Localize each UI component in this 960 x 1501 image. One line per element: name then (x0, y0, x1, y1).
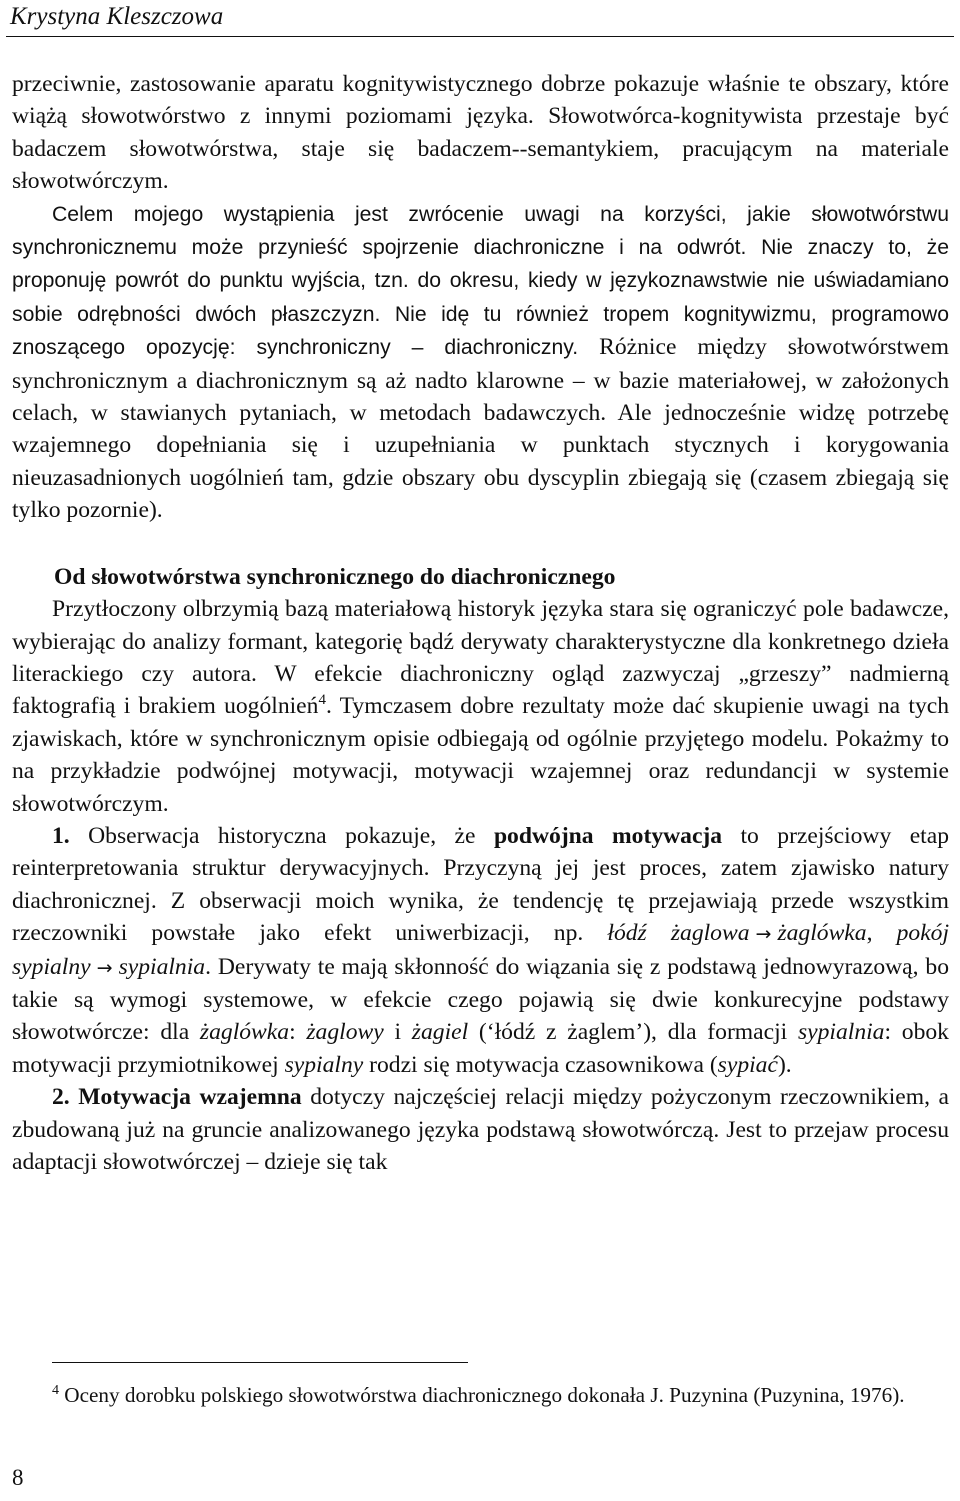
section-heading: Od słowotwórstwa synchronicznego do diachronicznego (54, 563, 616, 590)
example-term: sypiać (717, 1051, 778, 1078)
right-arrow-icon: → (755, 923, 772, 946)
section-gap (12, 527, 949, 561)
paragraph-1: przeciwnie, zastosowanie aparatu kognitywistycznego dobrze pokazuje właśnie te obszary, które wiążą słowotwórstwo z innymi poziomami języka. Słowotwórca-kognitywista przestaje być badaczem słowotwórstwa, staje się badaczem--semantykiem, pracującym na materiale słowotwórczym. (12, 71, 949, 195)
right-arrow-icon: → (96, 956, 113, 979)
example-term: sypialnia (118, 953, 206, 980)
example-term: sypialnia (797, 1019, 885, 1046)
footnote-number: 4 (52, 1382, 59, 1398)
item-1-number: 1. (52, 822, 70, 849)
example-term: żaglowy (306, 1019, 384, 1046)
footnote-ref[interactable]: 4 (318, 692, 326, 709)
term-double-motivation: podwójna motywacja (493, 822, 723, 849)
paragraph-3-a: Przytłoczony olbrzymią bazą materiałową historyk języka stara się ograniczyć pole badawcze, wybierając do analizy formant, kategorię bądź derywaty charakterystyczne dla konkretnego dzieła literackiego czy autora. W efekcie diachroniczny ogląd zazwyczaj „grzeszy” nadmierną faktografią i brakiem uogólnień (12, 596, 949, 720)
item-1-text: , (866, 920, 897, 947)
item-1-text: rodzi się motywacja czasownikowa ( (363, 1051, 718, 1078)
footnote-text: Oceny dorobku polskiego słowotwórstwa diachronicznego dokonała J. Puzynina (Puzynina, 1976). (59, 1383, 905, 1407)
example-term: łódź żaglowa (607, 920, 750, 947)
item-1-text: to przejściowy etap reinterpretowania struktur derywacyjnych. Przyczyną jej jest proces, zatem zjawisko natury diachronicznej. Z obserwacji moich wynika, że tendencję tę przejawiają przede wszystkim rzeczowniki powstałe jako efekt uniwerbizacji, np. (12, 822, 949, 947)
example-term: sypialny (284, 1051, 364, 1078)
item-1-text: : obok motywacji przymiotnikowej (12, 1019, 949, 1078)
running-head: Krystyna Kleszczowa (10, 3, 224, 30)
example-term: żagiel (411, 1019, 469, 1046)
paragraph-2-serif: Różnice między słowotwórstwem synchronicznym a diachronicznym są aż nadto klarowne – w bazie materiałowej, w założonych celach, w stawianych pytaniach, w metodach badawczych. Ale jednocześnie widzę potrzebę wzajemnego dopełniania się i uzupełniania w punktach stycznych i korygowania nieuzasadnionych uogólnień tam, gdzie obszary obu dyscyplin zbiegają się (czasem zbiegają się tylko pozornie). (12, 334, 949, 524)
header-rule (6, 36, 954, 37)
paragraph-2-sans: Celem mojego wystąpienia jest zwrócenie uwagi na korzyści, jakie słowotwórstwu synchronicznemu może przynieść spojrzenie diachroniczne i na odwrót. Nie znaczy to, że proponuję powrót do punktu wyjścia, tzn. do okresu, kiedy w językoznawstwie nie uświadamiano sobie odrębności dwóch płaszczyzn. Nie idę tu również tropem kognitywizmu, programowo znoszącego opozycję: synchroniczny – diachroniczny. (12, 202, 949, 360)
body-text (12, 68, 949, 1178)
list-item-1 (12, 820, 949, 1081)
example-term: żaglówka (199, 1019, 290, 1046)
item-1-text: . Derywaty te mają skłonność do wiązania się z podstawą jednowyrazową, bo takie są wymogi systemowe, w efekcie czego pojawią się dwie konkurecyjne podstawy słowotwórcze: dla (12, 953, 949, 1046)
item-2-number: 2. (52, 1084, 70, 1111)
item-1-text: ). (777, 1051, 792, 1078)
page-header (0, 0, 960, 38)
footnote-rule (52, 1362, 468, 1363)
item-1-text: i (383, 1019, 412, 1046)
footnote (12, 1380, 949, 1410)
list-item-2 (12, 1081, 949, 1178)
paragraph-3 (12, 593, 949, 820)
paragraph-2 (12, 198, 949, 527)
item-1-text: : (289, 1019, 307, 1046)
paragraph-3-b: . Tymczasem dobre rezultaty może dać skupienie uwagi na tych zjawiskach, które w synchronicznym opisie odbiegają od ogólnie przyjętego modelu. Pokażmy to na przykładzie podwójnej motywacji, motywacji wzajemnej oraz redundancji w systemie słowotwórczym. (12, 693, 950, 817)
item-1-text: Obserwacja historyczna pokazuje, że (69, 822, 494, 849)
example-term: żaglówka (777, 920, 867, 947)
item-1-text: (‘łódź z żaglem’), dla formacji (468, 1019, 798, 1046)
page-number: 8 (12, 1465, 24, 1490)
term-mutual-motivation: Motywacja wzajemna (78, 1084, 302, 1111)
item-2-text (70, 1084, 79, 1110)
example-term: pokój sypialny (12, 920, 950, 980)
item-2-text: dotyczy najczęściej relacji między pożyczonym rzeczownikiem, a zbudowaną już na gruncie analizowanego języka podstawą słowotwórczą. Jest to przejaw procesu adaptacji słowotwórczej – dzieje się tak (12, 1084, 949, 1175)
